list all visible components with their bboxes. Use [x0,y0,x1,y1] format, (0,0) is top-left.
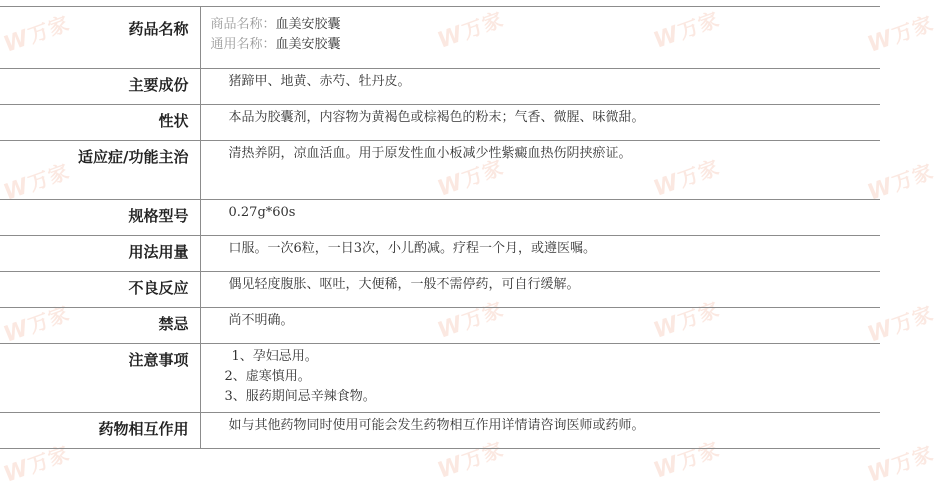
watermark-logo: W万家 [650,436,723,484]
label-precautions: 注意事项 [0,344,200,413]
row-spec [0,200,880,236]
row-adverse-reactions [0,272,880,308]
precaution-item: 1、孕妇忌用。 [231,349,318,364]
common-name-value: 血美安胶囊 [275,37,341,52]
row-precautions [0,344,880,413]
row-dosage [0,236,880,272]
trade-name-key: 商品名称： [210,17,276,32]
row-ingredients [0,69,880,105]
value-dosage: 口服。一次6粒，一日3次，小儿酌减。疗程一个月，或遵医嘱。 [200,236,880,272]
watermark-logo: W万家 [864,440,937,488]
watermark-logo: W万家 [0,300,73,348]
watermark-logo: W万家 [650,296,723,344]
value-precautions [200,344,880,413]
label-interactions: 药物相互作用 [0,413,200,449]
row-interactions [0,413,880,449]
row-indications [0,141,880,200]
watermark-logo: W万家 [434,6,507,54]
watermark-logo: W万家 [650,6,723,54]
label-spec: 规格型号 [0,200,200,236]
watermark-logo: W万家 [0,440,73,488]
label-adverse-reactions: 不良反应 [0,272,200,308]
precaution-item: 3、服药期间忌辛辣食物。 [224,389,376,404]
watermark-logo: W万家 [864,10,937,58]
watermark-logo: W万家 [434,296,507,344]
label-indications: 适应症/功能主治 [0,141,200,200]
value-properties: 本品为胶囊剂，内容物为黄褐色或棕褐色的粉末；气香、微腥、味微甜。 [200,105,880,141]
watermark-logo: W万家 [864,158,937,206]
label-properties: 性状 [0,105,200,141]
watermark-logo: W万家 [434,154,507,202]
watermark-logo: W万家 [0,10,73,58]
precaution-item: 2、虚寒慎用。 [224,369,311,384]
value-interactions: 如与其他药物同时使用可能会发生药物相互作用详情请咨询医师或药师。 [200,413,880,449]
label-contraindications: 禁忌 [0,308,200,344]
common-name-key: 通用名称： [210,37,276,52]
trade-name-line [211,15,881,35]
value-indications: 清热养阴，凉血活血。用于原发性血小板减少性紫癜血热伤阴挟瘀证。 [200,141,880,200]
value-ingredients: 猪蹄甲、地黄、赤芍、牡丹皮。 [200,69,880,105]
trade-name-value: 血美安胶囊 [275,17,341,32]
value-spec: 0.27g*60s [200,200,880,236]
label-dosage: 用法用量 [0,236,200,272]
watermark-logo: W万家 [0,158,73,206]
label-drug-name: 药品名称 [0,7,200,69]
value-adverse-reactions: 偶见轻度腹胀、呕吐，大便稀，一般不需停药，可自行缓解。 [200,272,880,308]
label-ingredients: 主要成份 [0,69,200,105]
row-properties [0,105,880,141]
watermark-logo: W万家 [650,154,723,202]
value-contraindications: 尚不明确。 [200,308,880,344]
watermark-logo: W万家 [434,436,507,484]
watermark-logo: W万家 [864,300,937,348]
drug-info-table [0,6,880,449]
common-name-line [211,35,881,55]
row-contraindications [0,308,880,344]
value-drug-name [200,7,880,69]
row-drug-name [0,7,880,69]
